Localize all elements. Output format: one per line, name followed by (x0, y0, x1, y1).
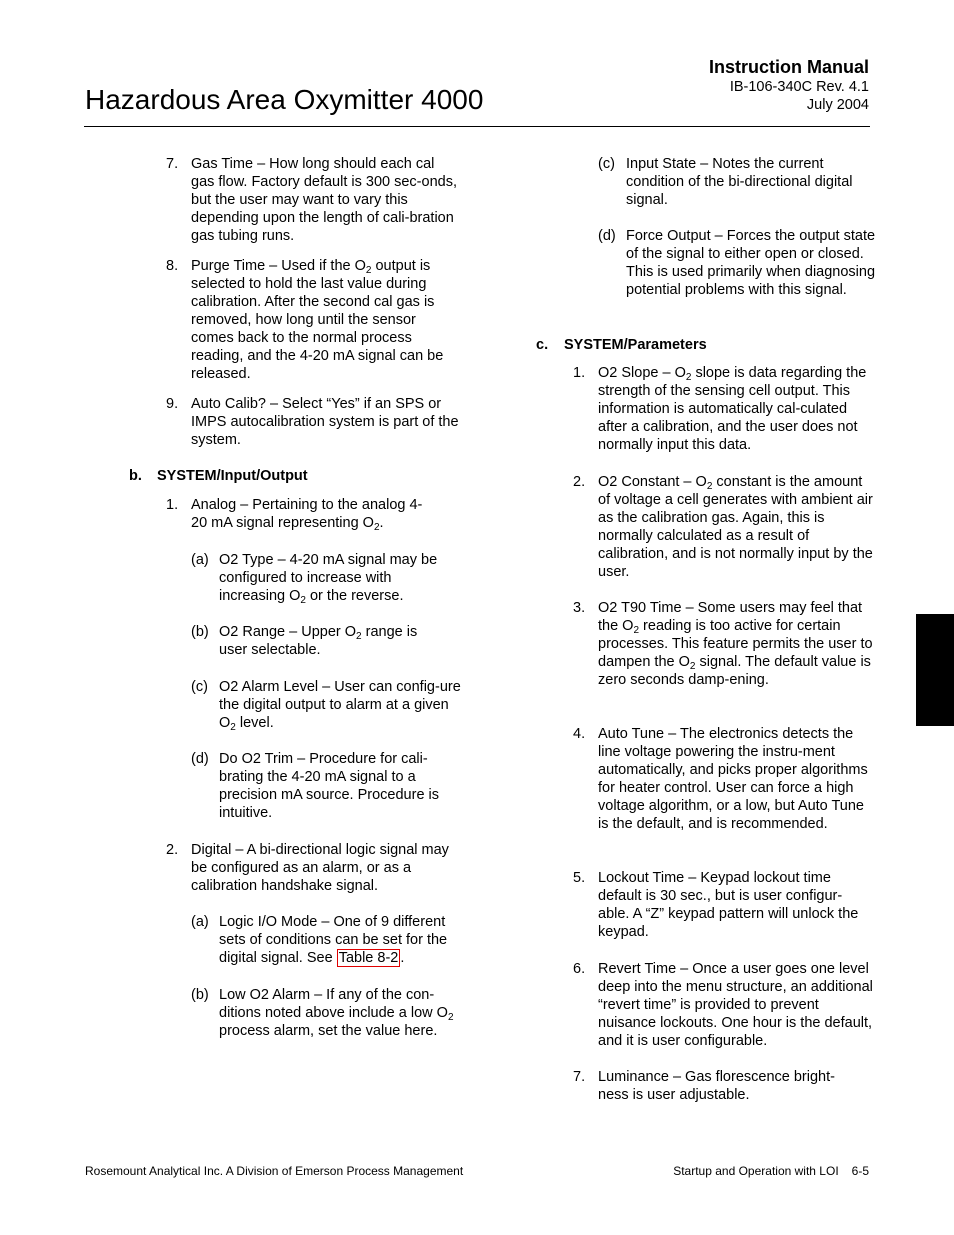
item-text: O2 Alarm Level – User can config-ure the digital output to alarm at a given $O_2$ level. (219, 679, 461, 733)
item-text: Digital – A bi-directional logic signal may be configured as an alarm, or as a calibration handshake signal. (191, 842, 449, 894)
item-text: Input State – Notes the current condition of the bi-directional digital signal. (626, 156, 853, 208)
footer-section: Startup and Operation with LOI (673, 1164, 839, 1178)
item-text: Auto Tune – The electronics detects the line voltage powering the instru-ment automatically, and picks proper algorithms for heater control. User can force a high voltage algorithm, or a low, but Auto Tune is the default, and is recommended. (598, 726, 868, 832)
item-text: Revert Time – Once a user goes one level deep into the menu structure, an additional “revert time” is provided to prevent nuisance lockouts. One hour is the default, and it is user configurable. (598, 961, 873, 1049)
item-text: O2 Slope – $O_2$ slope is data regarding the strength of the sensing cell output. This information is automatically cal-culated after a calibration, and the user does not normally input this data. (598, 365, 867, 453)
item-text: Logic I/O Mode – One of 9 different sets of conditions can be set for the digital signal. See Table 8-2 . (219, 914, 448, 966)
item-text: O2 Type – 4-20 mA signal may be configured to increase with increasing $O_2$ or the reverse. (219, 552, 438, 606)
table-8-2-link[interactable]: Table 8-2 (338, 950, 399, 966)
section-heading-input-output: b. SYSTEM/Input/Output (129, 468, 308, 484)
item-text: O2 T90 Time – Some users may feel that the $O_2$ reading is too active for certain processes. This feature permits the user to dampen the $O_2$ signal. The default value is zero seconds damp-ening. (598, 600, 873, 688)
section-heading-parameters: c. SYSTEM/Parameters (536, 337, 707, 353)
item-text: Low O2 Alarm – If any of the con-ditions noted above include a low $O_2$ process alarm, set the value here. (219, 987, 454, 1039)
item-text: Auto Calib? – Select “Yes” if an SPS or IMPS autocalibration system is part of the system. (191, 396, 459, 448)
footer-page-info (673, 1163, 869, 1179)
item-text: O2 Constant – $O_2$ constant is the amount of voltage a cell generates with ambient air as the calibration gas. Again, this is normally calculated as a result of calibration, and is not normally input by the user. (598, 474, 873, 580)
item-text: Analog – Pertaining to the analog 4-20 mA signal representing $O_2$. (191, 497, 423, 533)
header-rule (84, 126, 870, 127)
page-title: Hazardous Area Oxymitter 4000 (85, 84, 484, 115)
item-text: Luminance – Gas florescence bright-ness is user adjustable. (598, 1069, 835, 1103)
header-meta (709, 56, 869, 114)
doc-number: IB-106-340C Rev. 4.1 (729, 79, 869, 95)
item-text: Force Output – Forces the output state of the signal to either open or closed. This is used primarily when diagnosing potential problems with this signal. (626, 228, 876, 298)
item-text: O2 Range – Upper $O_2$ range is user selectable. (219, 624, 418, 658)
doc-date: July 2004 (806, 97, 869, 113)
footer-page-number: 6-5 (851, 1164, 869, 1178)
section-tab-marker (916, 614, 954, 726)
footer-company: Rosemount Analytical Inc. A Division of Emerson Process Management (85, 1164, 464, 1178)
manual-label: Instruction Manual (708, 57, 869, 77)
item-text: Do O2 Trim – Procedure for cali-brating the 4-20 mA signal to a precision mA source. Procedure is intuitive. (219, 751, 440, 821)
item-text: Gas Time – How long should each cal gas flow. Factory default is 300 sec-onds, but the user may want to vary this depending upon the length of cali-bration gas tubing runs. (191, 156, 457, 244)
item-text: Lockout Time – Keypad lockout time default is 30 sec., but is user configur-able. A “Z” keypad pattern will unlock the keypad. (598, 870, 859, 940)
item-text: Purge Time – Used if the $O_2$ output is selected to hold the last value during calibration. After the second cal gas is removed, how long until the sensor comes back to the normal process reading, and the 4-20 mA signal can be released. (191, 258, 444, 382)
